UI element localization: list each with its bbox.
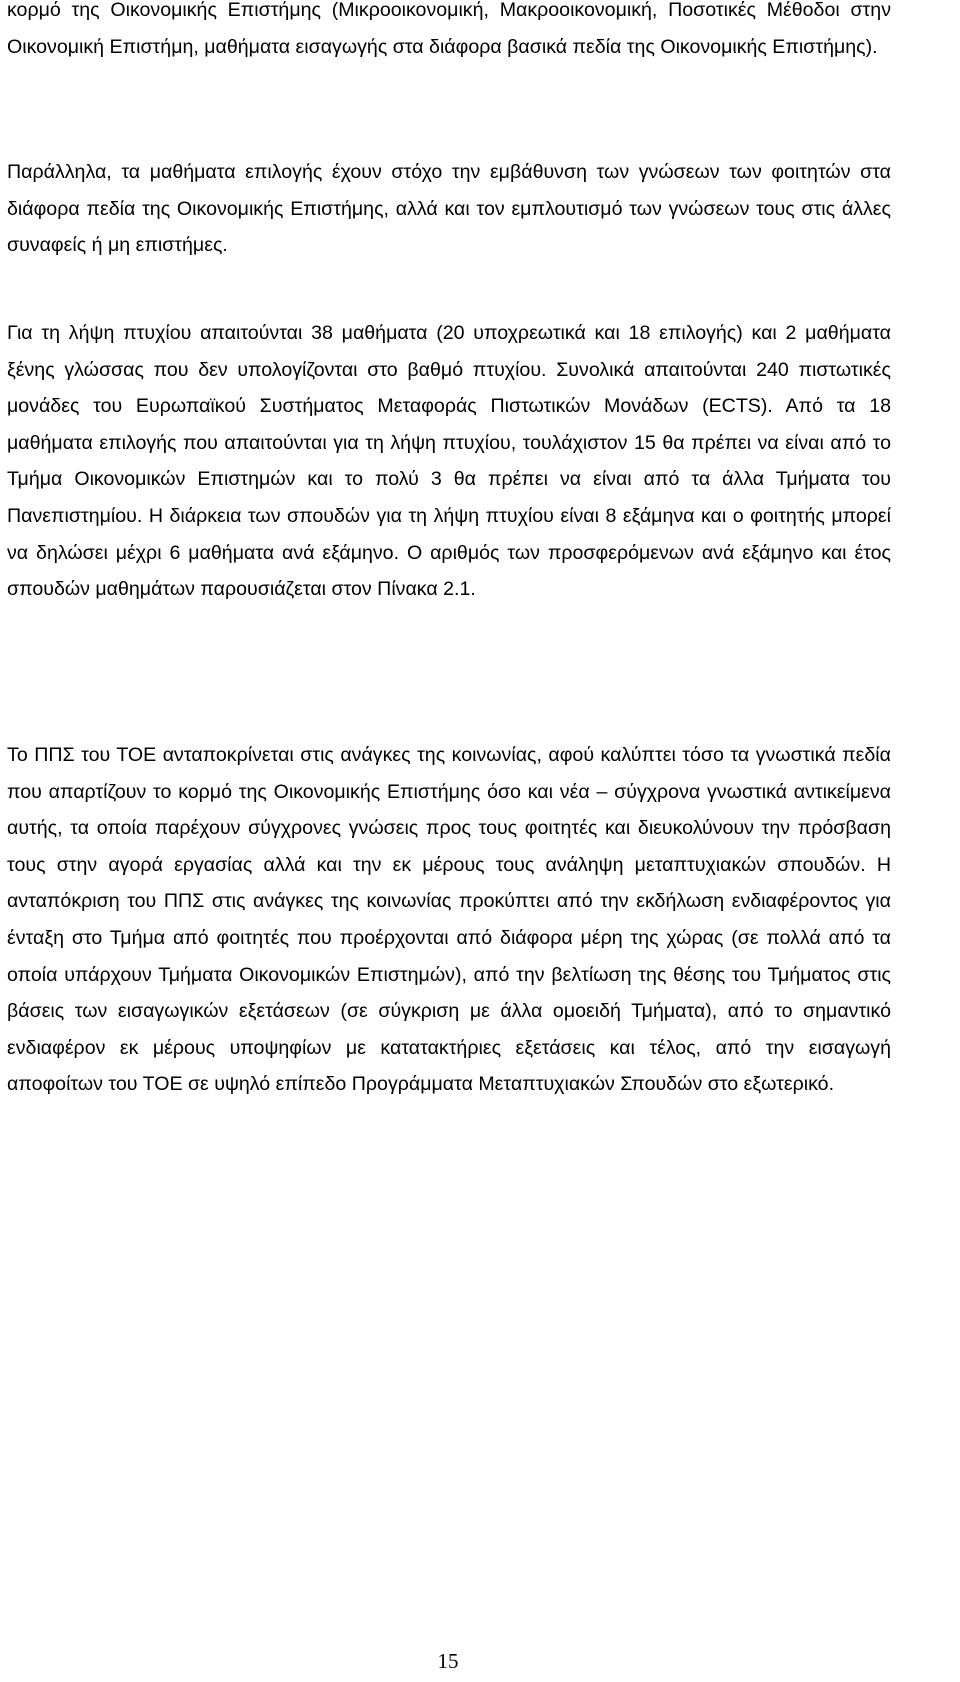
paragraph-degree-requirements: Για τη λήψη πτυχίου απαιτούνται 38 μαθήματα (20 υποχρεωτικά και 18 επιλογής) και 2 μαθήματα ξένης γλώσσας που δεν υπολογίζονται στο βαθμό πτυχίου. Συνολικά απαιτούνται 240 πιστωτικές μονάδες του Ευρωπαϊκού Συστήματος Μεταφοράς Πιστωτικών Μονάδων (ECTS). Από τα 18 μαθήματα επιλογής που απαιτούνται για τη λήψη πτυχίου, τουλάχιστον 15 θα πρέπει να είναι από το Τμήμα Οικονομικών Επιστημών και το πολύ 3 θα πρέπει να είναι από τα άλλα Τμήματα του Πανεπιστημίου. Η διάρκεια των σπουδών για τη λήψη πτυχίου είναι 8 εξάμηνα και ο φοιτητής μπορεί να δηλώσει μέχρι 6 μαθήματα ανά εξάμηνο. Ο αριθμός των προσφερόμενων ανά εξάμηνο και έτος σπουδών μαθημάτων παρουσιάζεται στον Πίνακα 2.1. xyxy=(7,322,891,601)
page-number: 15 xyxy=(437,1649,459,1673)
paragraph-curriculum-core: κορμό της Οικονομικής Επιστήμης (Μικροοικονομική, Μακροοικονομική, Ποσοτικές Μέθοδοι στην Οικονομική Επιστήμη, μαθήματα εισαγωγής στα διάφορα βασικά πεδία της Οικονομικής Επιστήμης). xyxy=(7,0,891,58)
paragraph-social-relevance: Το ΠΠΣ του ΤΟΕ ανταποκρίνεται στις ανάγκες της κοινωνίας, αφού καλύπτει τόσο τα γνωστικά πεδία που απαρτίζουν το κορμό της Οικονομικής Επιστήμης όσο και νέα – σύγχρονα γνωστικά αντικείμενα αυτής, τα οποία παρέχουν σύγχρονες γνώσεις προς τους φοιτητές και διευκολύνουν την πρόσβαση τους στην αγορά εργασίας αλλά και την εκ μέρους τους ανάληψη μεταπτυχιακών σπουδών. Η ανταπόκριση του ΠΠΣ στις ανάγκες της κοινωνίας προκύπτει από την εκδήλωση ενδιαφέροντος για ένταξη στο Τμήμα από φοιτητές που προέρχονται από διάφορα μέρη της χώρας (σε πολλά από τα οποία υπάρχουν Τμήματα Οικονομικών Επιστημών), από την βελτίωση της θέσης του Τμήματος στις βάσεις των εισαγωγικών εξετάσεων (σε σύγκριση με άλλα ομοειδή Τμήματα), από το σημαντικό ενδιαφέρον εκ μέρους υποψηφίων με κατατακτήριες εξετάσεις και τέλος, από την εισαγωγή αποφοίτων του ΤΟΕ σε υψηλό επίπεδο Προγράμματα Μεταπτυχιακών Σπουδών στο εξωτερικό. xyxy=(7,744,891,1096)
paragraph-elective-courses: Παράλληλα, τα μαθήματα επιλογής έχουν στόχο την εμβάθυνση των γνώσεων των φοιτητών στα διάφορα πεδία της Οικονομικής Επιστήμης, αλλά και τον εμπλουτισμό των γνώσεων τους στις άλλες συναφείς ή μη επιστήμες. xyxy=(7,161,891,257)
